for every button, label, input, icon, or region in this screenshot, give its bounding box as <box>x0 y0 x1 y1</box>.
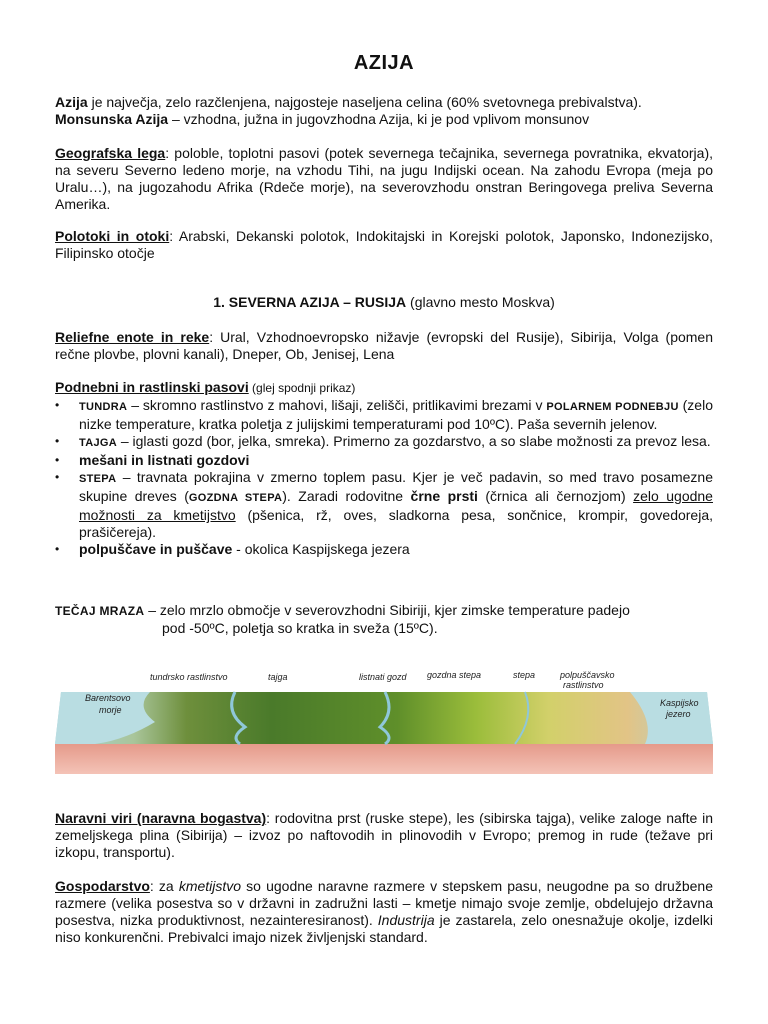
list-item <box>55 397 713 433</box>
section-heading-title: 1. SEVERNA AZIJA – RUSIJA <box>213 294 407 310</box>
zones-section <box>55 379 713 558</box>
zone-text: – iglasti gozd (bor, jelka, smreka). Primerno za gozdarstvo, a so slabe možnosti za prevoz lesa. <box>116 433 711 449</box>
zone-text-2: (zelo nizke temperature, kratka poletja z julijskimi temperaturami pod 10ºC). Paša severnih jelenov. <box>79 397 713 432</box>
gospodarstvo-text-1: : za <box>149 878 179 894</box>
monsun-text: – vzhodna, južna in jugovzhodna Azija, ki je pod vplivom monsunov <box>168 111 590 127</box>
map-soil <box>55 744 713 774</box>
map-surface <box>55 692 713 744</box>
section-heading <box>55 294 713 311</box>
bullet-icon: • <box>55 542 60 556</box>
bullet-icon: • <box>55 434 60 448</box>
zone-underline: zelo ugodne možnosti za kmetijstvo <box>79 488 713 523</box>
azija-term: Azija <box>55 94 88 110</box>
list-item <box>55 452 713 469</box>
gospodarstvo-text-2: so ugodne naravne razmere v stepskem pasu, neugodne pa so družbene razmere (velika posestva so v državni in zadružni lasti – kmetje nimajo svoje zemlje, obdelujejo državna posestva, nizka produktivnost, nezainteresiranost). <box>55 878 713 928</box>
zone-text-4: (pšenica, rž, oves, sladkorna pesa, sončnice, krompir, govedoreja, prašičereja). <box>79 507 714 540</box>
polotoki-term: Polotoki in otoki <box>55 228 170 244</box>
zones-term: Podnebni in rastlinski pasovi <box>55 379 249 395</box>
relief-paragraph <box>55 329 713 363</box>
polotoki-text: : Arabski, Dekanski polotok, Indokitajski in Korejski polotok, Japonsko, Indonezijsko, Filipinsko otočje <box>55 228 714 261</box>
label-morje: morje <box>99 705 122 715</box>
zone-name: mešani in listnati gozdovi <box>79 452 250 468</box>
zone-text: - okolica Kaspijskega jezera <box>232 541 410 557</box>
zone-bold: črne prsti <box>410 488 478 504</box>
gospodarstvo-paragraph <box>55 878 713 946</box>
label-kaspijsko: Kaspijsko <box>660 698 699 708</box>
zones-note: (glej spodnji prikaz) <box>248 381 356 395</box>
industrija-term: Industrija <box>377 912 435 928</box>
geo-paragraph <box>55 145 713 213</box>
bullet-icon: • <box>55 398 60 412</box>
list-item <box>55 541 713 558</box>
zone-text: – travnata pokrajina v zmerno toplem pasu. Kjer je več padavin, so med travo posamezne skupine dreves ( <box>79 469 713 504</box>
list-item <box>55 469 713 541</box>
tecaj-paragraph <box>55 602 713 637</box>
monsun-term: Monsunska Azija <box>55 111 169 127</box>
azija-text: je največja, zelo razčlenjena, najgosteje naseljena celina (60% svetovnega prebivalstva). <box>87 94 642 110</box>
zone-caps: POLARNEM PODNEBJU <box>546 401 679 413</box>
bullet-icon: • <box>55 470 60 484</box>
relief-term: Reliefne enote in reke <box>55 329 210 345</box>
zone-caps: GOZDNA STEPA <box>188 492 283 504</box>
zone-name: STEPA <box>79 473 117 485</box>
label-polpuscavsko: polpuščavsko <box>560 670 615 680</box>
zone-text-3: (črnica ali černozjom) <box>477 488 634 504</box>
label-jezero: jezero <box>666 709 691 719</box>
gospodarstvo-text-3: je zastarela, zelo onesnažuje okolje, izdelki niso konkurenčni. Prebivalci imajo nizek življenjski standard. <box>55 912 713 945</box>
intro-paragraph <box>55 94 713 128</box>
label-gozdna-stepa: gozdna stepa <box>427 670 482 680</box>
list-item <box>55 433 713 452</box>
geo-text: : poloble, toplotni pasovi (potek severnega tečajnika, severnega povratnika, ekvatorja), na severu Severno ledeno morje, na vzhodu Tihi, na jugu Indijski ocean. Na zahodu Evropa (meja po Uralu…), na jugozahodu Afrika (Rdeče morje), na severovzhodu onstran Beringovega preliva Severna Amerika. <box>55 145 713 212</box>
zone-name: TUNDRA <box>79 401 128 413</box>
viri-text: : rodovitna prst (ruske stepe), les (sibirska tajga), velike zaloge nafte in zemeljskega plina (Sibirija) – izvoz po naftovodih in plinovodih v Evropo; premog in rude (težave pri izkopu, transportu). <box>55 810 714 860</box>
label-listnati: listnati gozd <box>359 672 407 682</box>
kmetijstvo-term: kmetijstvo <box>178 878 242 894</box>
viri-paragraph <box>55 810 713 861</box>
tecaj-line2: pod -50ºC, poletja so kratka in sveža (15ºC). <box>162 620 438 636</box>
bullet-icon: • <box>55 453 60 467</box>
polotoki-paragraph <box>55 228 713 262</box>
geo-term: Geografska lega <box>55 145 166 161</box>
tecaj-term: TEČAJ MRAZA <box>55 604 145 618</box>
zone-name: polpuščave in puščave <box>79 541 233 557</box>
viri-term: Naravni viri (naravna bogastva) <box>55 810 267 826</box>
zone-name: TAJGA <box>79 437 117 449</box>
tecaj-line1: – zelo mrzlo območje v severovzhodni Sibiriji, kjer zimske temperature padejo <box>144 602 630 618</box>
zones-list <box>55 397 713 558</box>
relief-text: : Ural, Vzhodnoevropsko nižavje (evropski del Rusije), Sibirija, Volga (pomen rečne plovbe, plovni kanali), Dneper, Ob, Jenisej, Lena <box>55 329 714 362</box>
section-heading-note: (glavno mesto Moskva) <box>406 294 555 310</box>
vegetation-profile-map <box>55 652 713 778</box>
label-tundra: tundrsko rastlinstvo <box>150 672 228 682</box>
gospodarstvo-term: Gospodarstvo <box>55 878 150 894</box>
page-title: AZIJA <box>353 52 415 74</box>
label-rastlinstvo: rastlinstvo <box>563 680 604 690</box>
zone-text: – skromno rastlinstvo z mahovi, lišaji, zelišči, pritlikavimi brezami v <box>127 397 547 413</box>
label-barentsovo: Barentsovo <box>85 693 131 703</box>
label-stepa: stepa <box>513 670 536 680</box>
label-tajga: tajga <box>268 672 288 682</box>
zone-text-2: ). Zaradi rodovitne <box>282 488 411 504</box>
